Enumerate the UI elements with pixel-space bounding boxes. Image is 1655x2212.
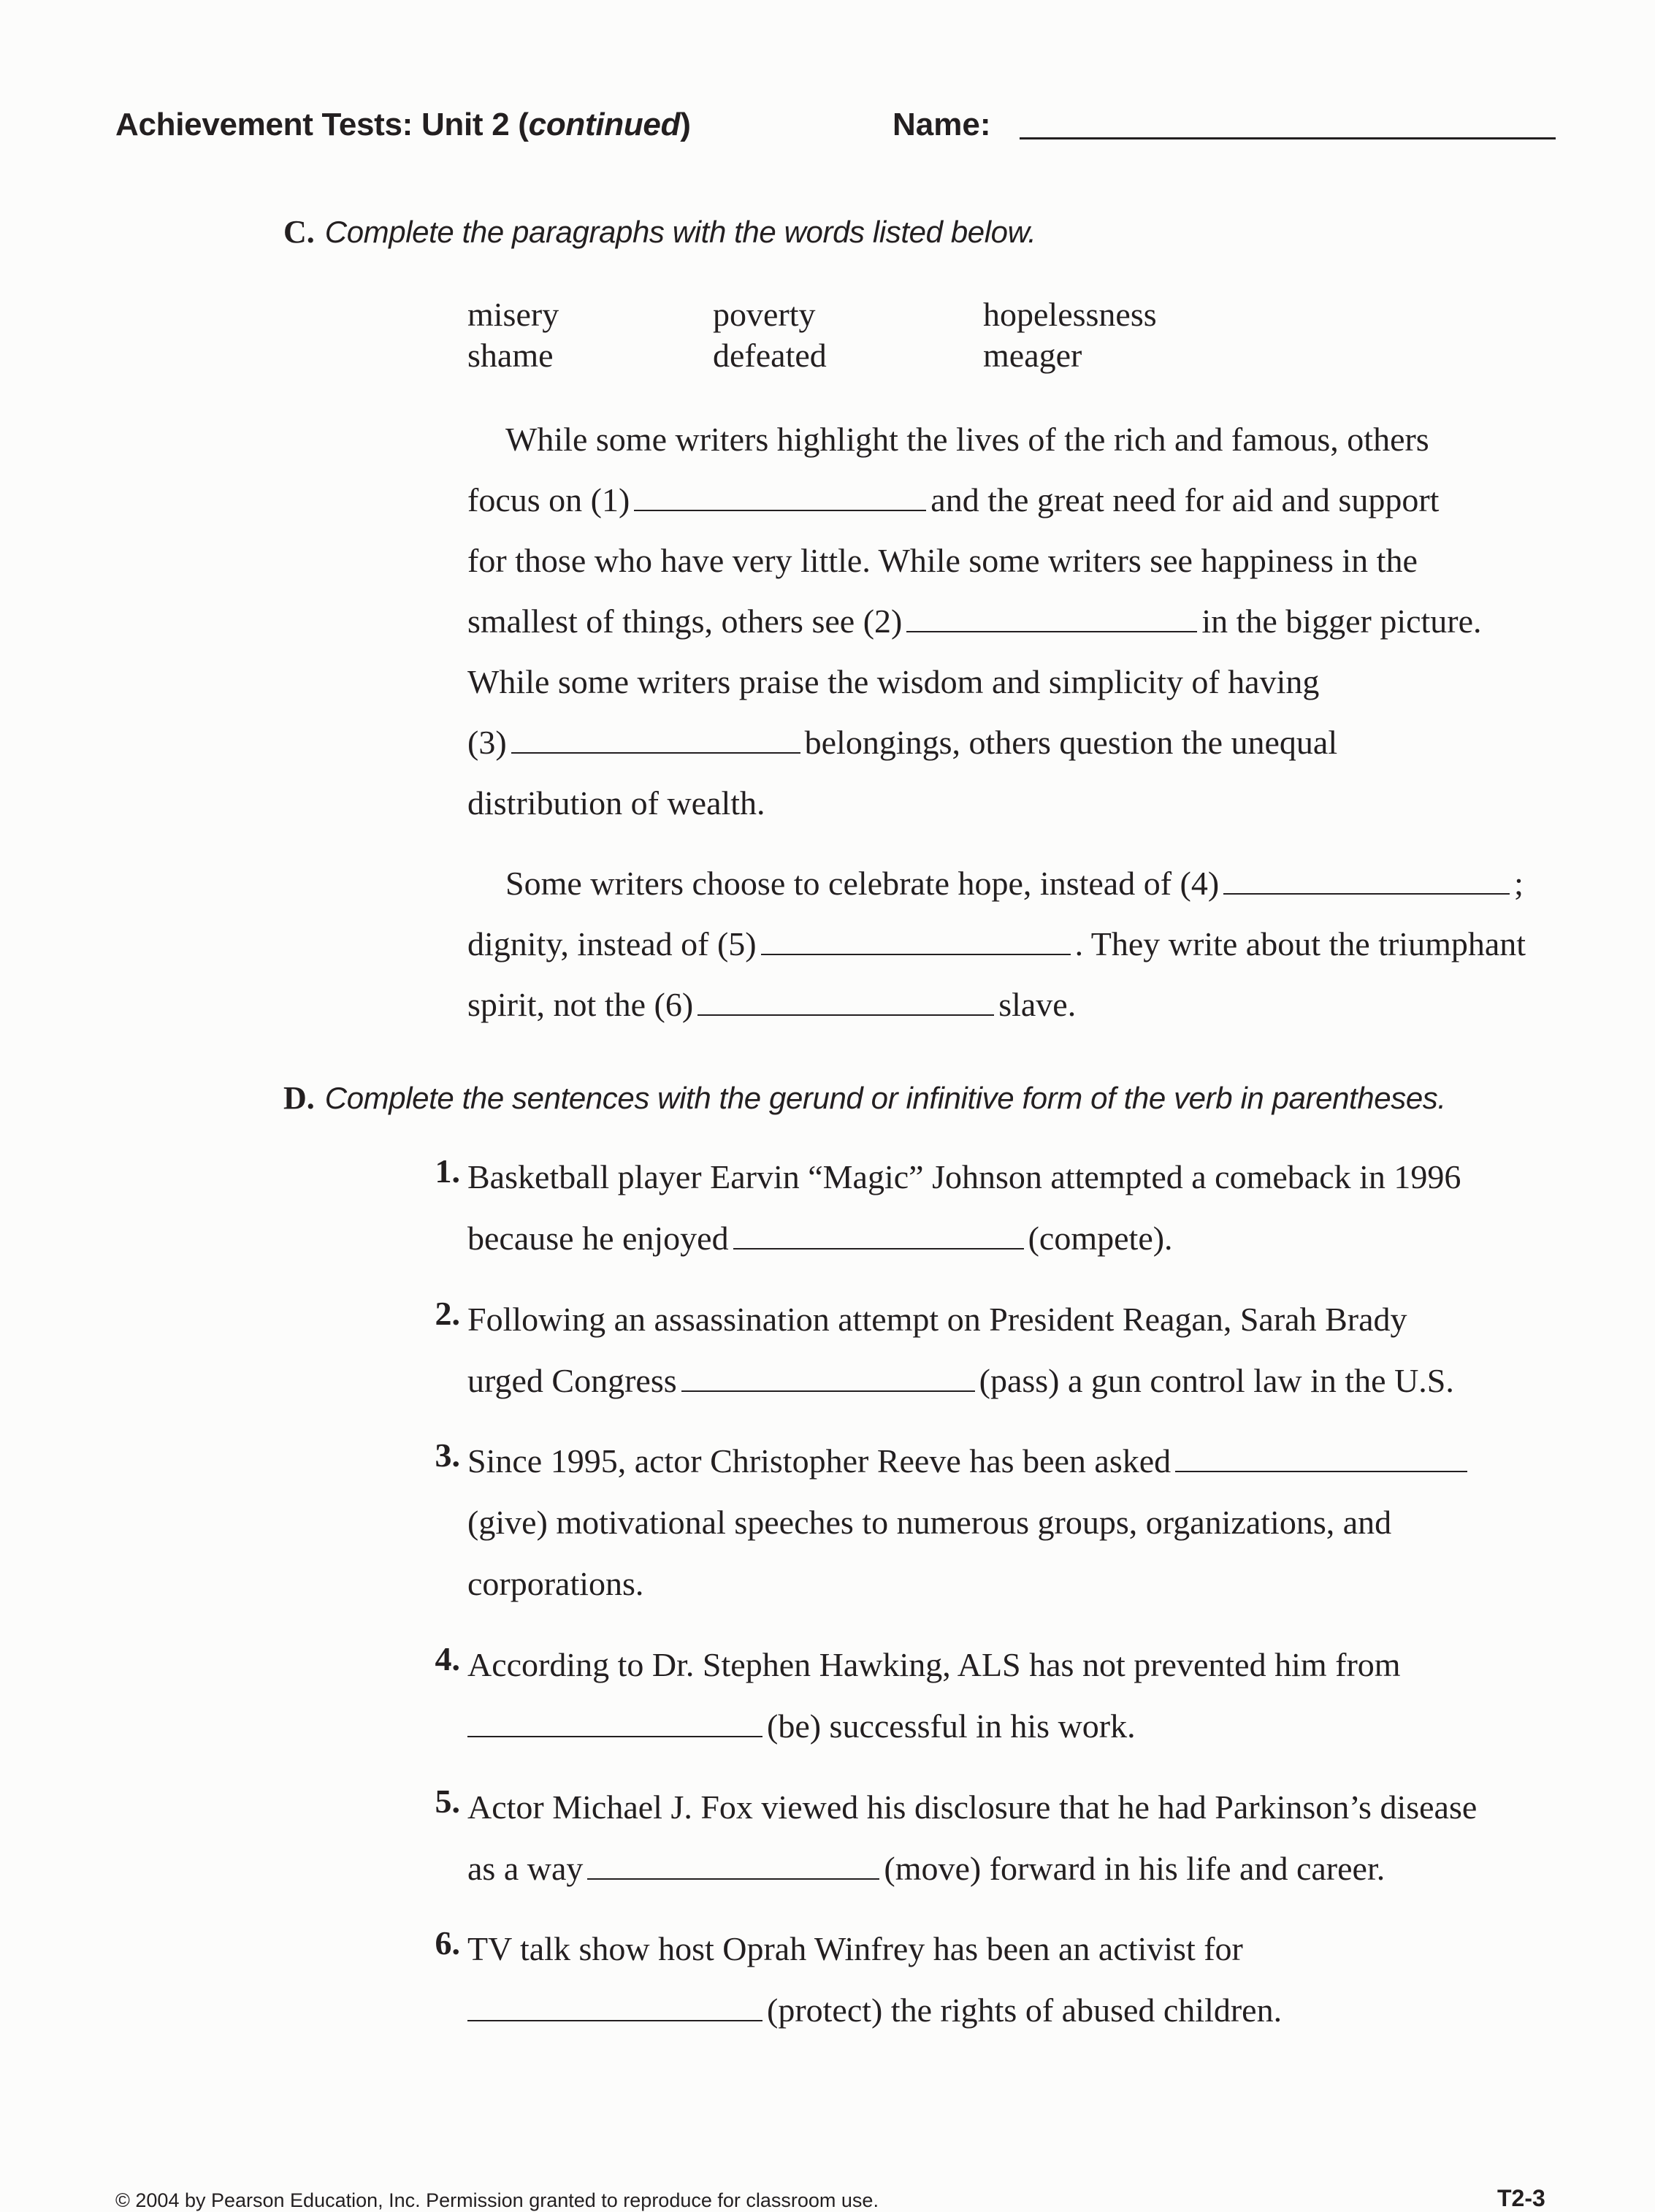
item-number: 1. [435,1152,460,1190]
section-d-instruction: Complete the sentences with the gerund or infinitive form of the verb in parentheses. [324,1081,1446,1115]
word-bank-item: hopelessness [983,296,1157,333]
answer-blank-3[interactable] [1175,1463,1467,1472]
word-bank-item: poverty [713,296,816,333]
blank-3[interactable] [511,745,800,754]
item-line: According to Dr. Stephen Hawking, ALS has not prevented him from [467,1646,1401,1683]
paragraph-line: While some writers highlight the lives of the rich and famous, others [505,421,1429,458]
item-number: 5. [435,1783,460,1820]
answer-blank-6[interactable] [467,2013,762,2021]
item-line: Since 1995, actor Christopher Reeve has been asked [467,1431,1472,1492]
item-number: 3. [435,1436,460,1474]
paragraph-line: While some writers praise the wisdom and simplicity of having [467,663,1320,700]
item-line: urged Congress (pass) a gun control law in the U.S. [467,1362,1454,1399]
word-bank-item: meager [983,337,1082,374]
blank-4[interactable] [1223,886,1510,895]
paragraph-line: for those who have very little. While some writers see happiness in the [467,542,1418,579]
item-line: (protect) the rights of abused children. [467,1980,1282,2041]
title-suffix: ) [680,107,691,142]
item-number: 2. [435,1295,460,1332]
blank-5[interactable] [761,946,1071,955]
item-number: 6. [435,1924,460,1962]
title-italic: continued [528,107,681,142]
blank-2[interactable] [906,624,1197,632]
blank-1[interactable] [634,502,926,511]
copyright-notice: © 2004 by Pearson Education, Inc. Permission granted to reproduce for classroom use. [115,2189,879,2211]
answer-blank-1[interactable] [733,1241,1024,1249]
word-bank-item: shame [467,337,554,374]
item-line: TV talk show host Oprah Winfrey has been an activist for [467,1930,1243,1967]
item-number: 4. [435,1640,460,1677]
section-c-letter: C. [283,214,315,250]
section-d-letter: D. [283,1080,315,1116]
section-d-heading [283,1079,1446,1117]
item-line: Actor Michael J. Fox viewed his disclosure that he had Parkinson’s disease [467,1788,1478,1826]
item-line: because he enjoyed (compete). [467,1220,1173,1257]
name-label: Name: [893,107,991,142]
title-text: Achievement Tests: Unit 2 ( [115,107,529,142]
word-bank-item: misery [467,296,559,333]
paragraph-line: (3) belongings, others question the unequal [467,724,1338,761]
section-c-heading [283,213,1036,250]
item-line: corporations. [467,1565,644,1602]
item-line: (give) motivational speeches to numerous groups, organizations, and [467,1504,1392,1541]
word-bank-item: defeated [713,337,827,374]
paragraph-line: distribution of wealth. [467,784,765,822]
page-number: T2-3 [1497,2185,1545,2211]
page-title [115,107,691,143]
paragraph-line: spirit, not the (6) slave. [467,986,1077,1023]
answer-blank-2[interactable] [681,1383,975,1392]
item-line: (be) successful in his work. [467,1696,1136,1757]
item-line: Basketball player Earvin “Magic” Johnson attempted a comeback in 1996 [467,1158,1461,1195]
paragraph-line: Some writers choose to celebrate hope, instead of (4) ; [505,865,1524,902]
answer-blank-5[interactable] [587,1871,879,1880]
section-c-instruction: Complete the paragraphs with the words listed below. [324,215,1036,249]
paragraph-line: focus on (1) and the great need for aid and support [467,481,1440,518]
name-field[interactable] [1020,137,1556,139]
answer-blank-4[interactable] [467,1729,762,1737]
item-line: as a way (move) forward in his life and career. [467,1850,1385,1887]
paragraph-line: dignity, instead of (5) . They write about the triumphant [467,925,1526,963]
item-line: Following an assassination attempt on President Reagan, Sarah Brady [467,1301,1407,1338]
blank-6[interactable] [697,1007,994,1016]
paragraph-line: smallest of things, others see (2) in the bigger picture. [467,602,1482,640]
